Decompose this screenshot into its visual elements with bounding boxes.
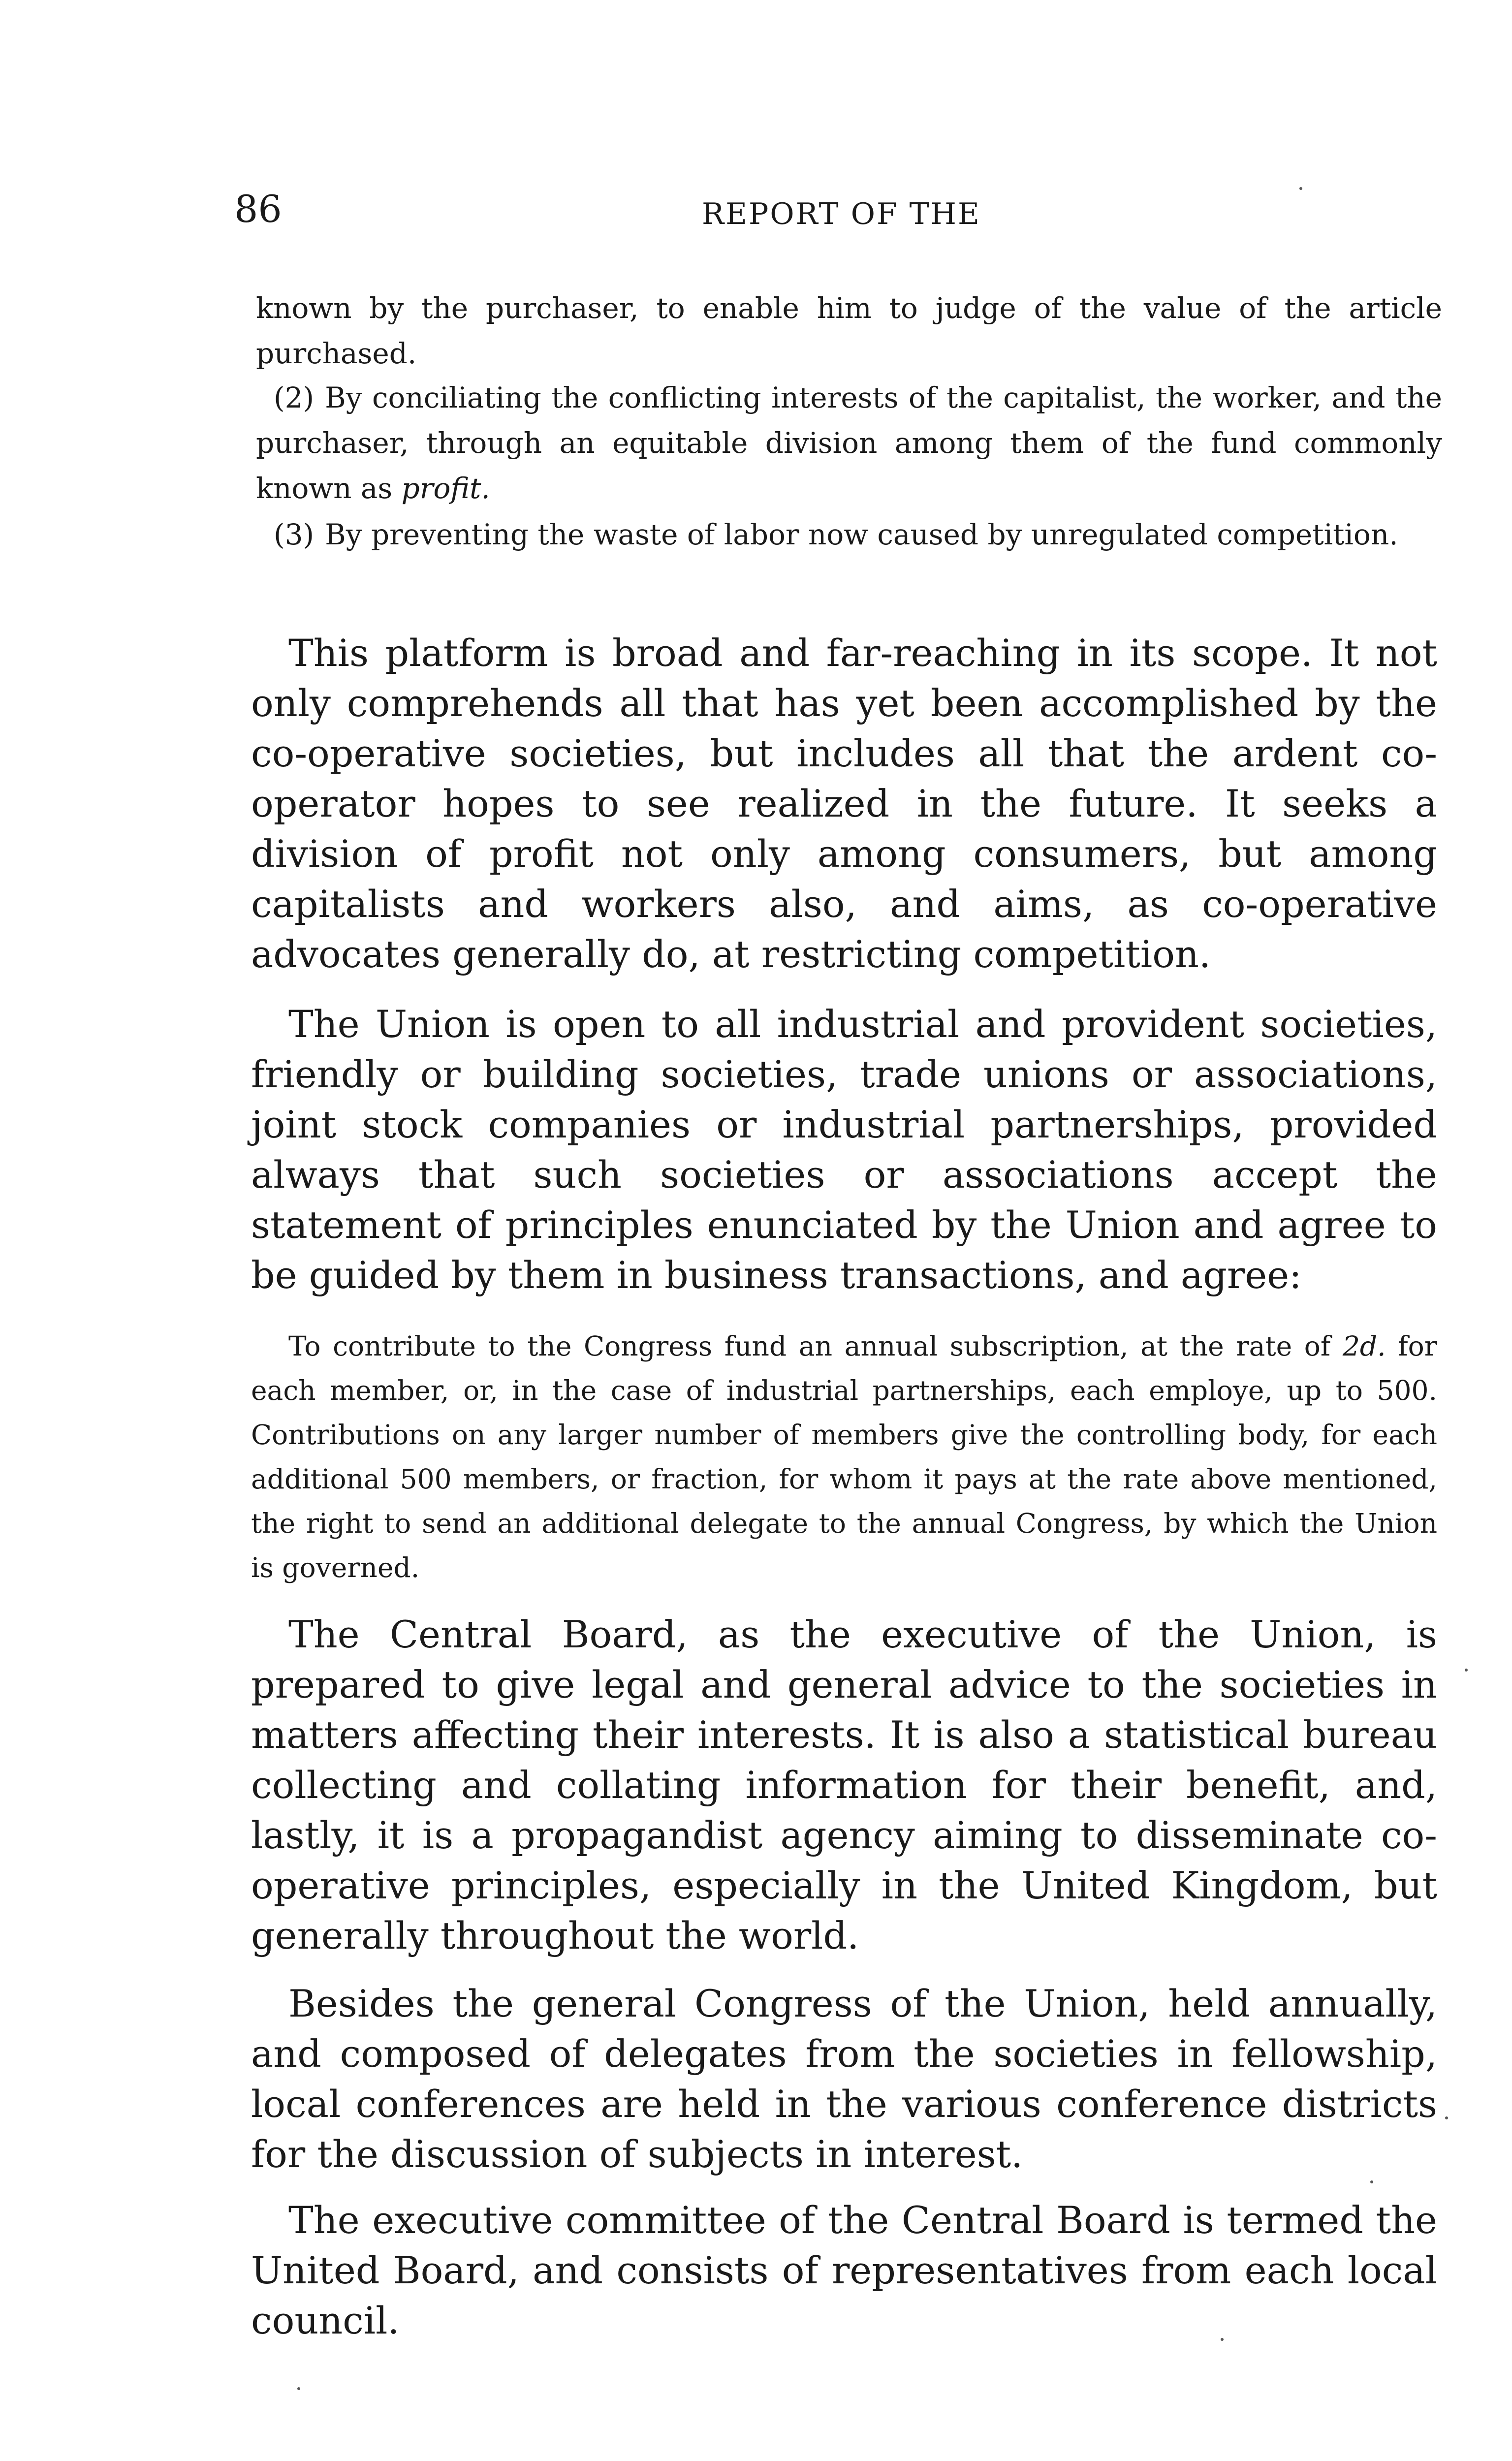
list-item-2: [256, 375, 1442, 511]
quote-emphasis: 2d.: [1342, 1330, 1386, 1362]
scan-speck: [1299, 187, 1302, 190]
paragraph-executive-committee: The executive committee of the Central Board is termed the United Board, and consists of representatives from each local council.: [251, 2198, 1437, 2342]
list-item-3-number: (3): [274, 518, 315, 551]
quote-contribution: [251, 1324, 1437, 1590]
running-head: REPORT OF THE: [702, 197, 981, 231]
scan-speck: [1465, 1669, 1468, 1672]
scan-speck: [1445, 2116, 1448, 2119]
paragraph-central-board: The Central Board, as the executive of the Union, is prepared to give legal and general advice to the societies in matters affecting their interests. It is also a statistical bureau collecting and collating information for their benefit, and, lastly, it is a propagandist agency aiming to disseminate co-operative principles, especially in the United Kingdom, but generally throughout the world.: [251, 1612, 1437, 1957]
list-continuation: [256, 285, 1442, 376]
list-item-3-text: By preventing the waste of labor now caused by unregulated competition.: [325, 518, 1398, 551]
list-continuation-text: known by the purchaser, to enable him to judge of the value of the article purchased.: [256, 291, 1442, 370]
page-number: 86: [234, 187, 282, 231]
scan-speck: [1221, 2338, 1224, 2341]
list-item-2-number: (2): [274, 381, 315, 414]
list-item-3: [256, 512, 1442, 557]
quote-text-a: To contribute to the Congress fund an annual subscription, at the rate of: [288, 1330, 1331, 1362]
paragraph-platform: This platform is broad and far-reaching in its scope. It not only comprehends all that has yet been accomplished by the co-operative societies, but includes all that the ardent co-operator hopes to see realized in the future. It seeks a division of profit not only among consumers, but among capitalists and workers also, and aims, as co-operative advocates generally do, at restricting competition.: [251, 631, 1437, 976]
scan-speck: [1370, 2180, 1373, 2183]
paragraph-congress: Besides the general Congress of the Union, held annually, and composed of delegates from the societies in fellowship, local conferences are held in the various conference districts for the discussion of subjects in interest.: [251, 1982, 1437, 2176]
paragraph-union-open: The Union is open to all industrial and provident societies, friendly or building societies, trade unions or associations, joint stock companies or industrial partnerships, provided always that such societies or associations accept the statement of principles enunciated by the Union and agree to be guided by them in business transactions, and agree:: [251, 1002, 1437, 1297]
quote-text-b: for each member, or, in the case of industrial partnerships, each employe, up to 500. Contributions on any larger number of members give the controlling body, for each additional 500 members, or fraction, for whom it pays at the rate above mentioned, the right to send an additional delegate to the annual Congress, by which the Union is governed.: [251, 1330, 1438, 1583]
list-item-2-emphasis: profit.: [401, 472, 490, 505]
list-item-2-text: By conciliating the conflicting interests of the capitalist, the worker, and the purchaser, through an equitable division among them of the fund commonly known as: [256, 381, 1442, 505]
scan-speck: [297, 2387, 300, 2390]
